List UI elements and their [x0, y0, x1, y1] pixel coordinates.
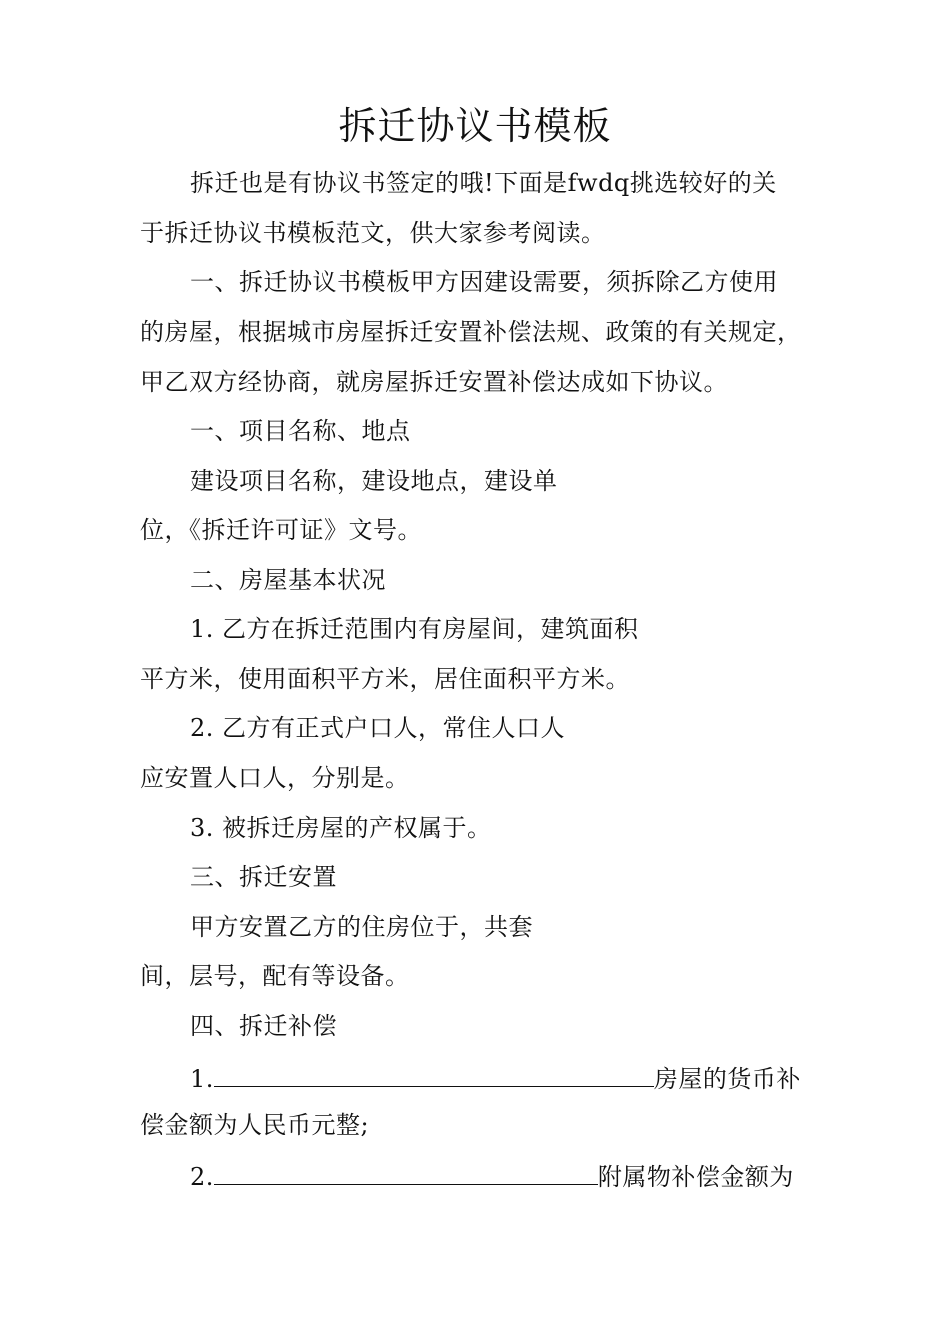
document-title: 拆迁协议书模板 [338, 104, 612, 148]
paragraph-line: 一、拆迁协议书模板甲方因建设需要，须拆除乙方使用 [190, 268, 778, 296]
paragraph-line: 的房屋，根据城市房屋拆迁安置补偿法规、政策的有关规定， [140, 318, 802, 346]
item-text: 附属物补偿金额为 [597, 1163, 794, 1191]
paragraph-line: 拆迁也是有协议书签定的哦!下面是fwdq挑选较好的关 [190, 169, 777, 197]
compensation-item-2 [190, 1156, 794, 1195]
item-number: 2. [190, 1163, 214, 1191]
paragraph-line: 3. 被拆迁房屋的产权属于。 [190, 814, 492, 842]
section-heading: 三、拆迁安置 [190, 863, 337, 891]
paragraph-line: 间，层号，配有等设备。 [140, 962, 410, 990]
paragraph-line: 应安置人口人，分别是。 [140, 764, 410, 792]
paragraph-line: 建设项目名称，建设地点，建设单 [190, 467, 558, 495]
paragraph-line: 甲乙双方经协商，就房屋拆迁安置补偿达成如下协议。 [140, 368, 728, 396]
fill-in-blank [214, 1156, 598, 1185]
paragraph-line: 偿金额为人民币元整; [140, 1111, 370, 1139]
paragraph-line: 于拆迁协议书模板范文，供大家参考阅读。 [140, 219, 606, 247]
paragraph-line: 平方米，使用面积平方米，居住面积平方米。 [140, 665, 630, 693]
paragraph-line: 2. 乙方有正式户口人，常住人口人 [190, 714, 566, 742]
compensation-item-1 [190, 1058, 801, 1097]
paragraph-line: 1. 乙方在拆迁范围内有房屋间，建筑面积 [190, 615, 639, 643]
paragraph-line: 甲方安置乙方的住房位于，共套 [190, 913, 533, 941]
item-text: 房屋的货币补 [653, 1065, 801, 1093]
fill-in-blank [214, 1058, 654, 1087]
section-heading: 二、房屋基本状况 [190, 566, 386, 594]
paragraph-line: 位，《拆迁许可证》文号。 [140, 516, 422, 544]
section-heading: 四、拆迁补偿 [190, 1012, 337, 1040]
item-number: 1. [190, 1065, 214, 1093]
section-heading: 一、项目名称、地点 [190, 417, 411, 445]
